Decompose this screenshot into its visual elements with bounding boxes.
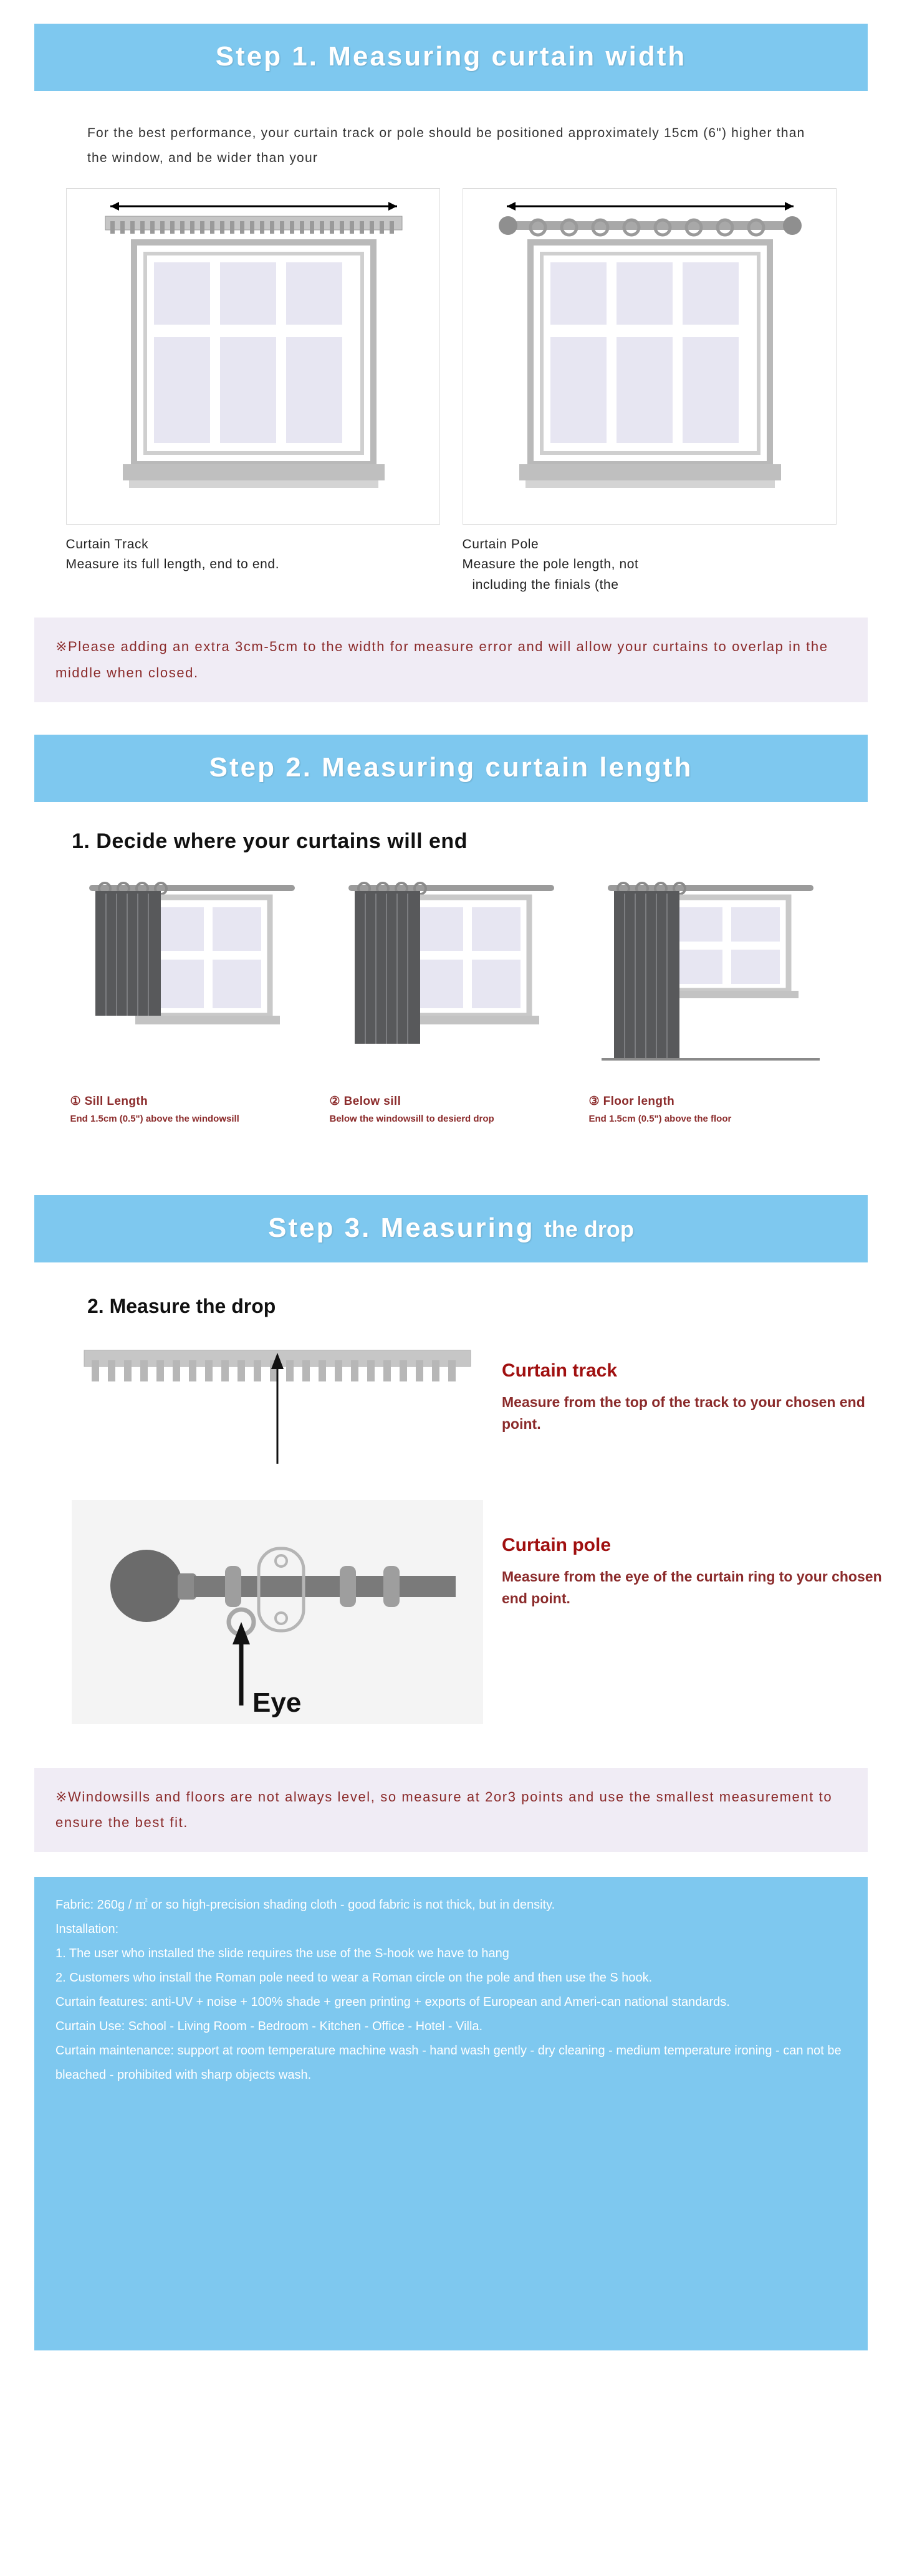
option-sub-sill: End 1.5cm (0.5") above the windowsill [70, 1114, 239, 1125]
curtain-track-title: Curtain track [502, 1360, 618, 1381]
step2-banner: Step 2. Measuring curtain length [34, 735, 868, 802]
notice-level: ※Windowsills and floors are not always level, so measure at 2or3 points and use the smallest measurement to ensure the best fit. [34, 1768, 868, 1853]
pole-measure-block [72, 1500, 902, 1724]
step2-options [0, 872, 902, 1127]
desc-line-7: Curtain maintenance: support at room temperature machine wash - hand wash gently - dry cleaning - medium temperature ironing - can not be bleached - prohibited with sharp objects wash. [55, 2044, 842, 2082]
pole-caption [463, 535, 837, 596]
notice-width: ※Please adding an extra 3cm-5cm to the width for measure error and will allow your curtains to overlap in the middle when closed. [34, 618, 868, 702]
product-description [34, 1877, 868, 2350]
floor-length-illustration [589, 872, 832, 1090]
desc-line-3: 1. The user who installed the slide requires the use of the S-hook we have to hang [55, 1947, 509, 1961]
curtain-track-diagram [66, 188, 440, 525]
option-label-floor: ③ Floor length [588, 1095, 675, 1109]
option-sub-floor: End 1.5cm (0.5") above the floor [588, 1114, 732, 1125]
track-caption-title: Curtain Track [65, 537, 149, 551]
pole-measure-illustration [72, 1500, 483, 1724]
svg-text:Eye: Eye [252, 1687, 302, 1718]
pole-caption-text-2: including the finials (the [472, 577, 619, 592]
desc-line-2: Installation: [55, 1922, 119, 1937]
pole-caption-text-1: Measure the pole length, not [462, 557, 639, 572]
curtain-pole-diagram [463, 188, 837, 525]
desc-line-4: 2. Customers who install the Roman pole need to wear a Roman circle on the pole and then use the S hook. [55, 1971, 653, 1985]
track-caption-text: Measure its full length, end to end. [65, 557, 280, 572]
step1-captions [0, 528, 902, 596]
step2-heading: 1. Decide where your curtains will end [72, 829, 468, 854]
track-window-illustration [67, 189, 441, 525]
curtain-track-body: Measure from the top of the track to your chosen end point. [502, 1393, 865, 1433]
option-sill-length [70, 872, 314, 1127]
track-measure-block [72, 1339, 902, 1476]
pole-measure-text [502, 1500, 902, 1610]
infographic-page [0, 24, 902, 2576]
option-sub-below-sill: Below the windowsill to desierd drop [329, 1114, 494, 1125]
intro-text: For the best performance, your curtain track or pole should be positioned approximately 15cm (6") higher than the window, and be wider than your [87, 126, 805, 165]
step1-banner: Step 1. Measuring curtain width [34, 24, 868, 91]
curtain-pole-body: Measure from the eye of the curtain ring to your chosen end point. [502, 1568, 882, 1607]
step1-diagrams [0, 188, 902, 525]
desc-line-5: Curtain features: anti-UV + noise + 100% shade + green printing + exports of European and Ameri-can national standards. [55, 1995, 730, 2010]
step3-title-small: the drop [544, 1216, 634, 1242]
option-below-sill [330, 872, 573, 1127]
step3-title-main: Step 3. Measuring [268, 1212, 535, 1243]
step3-heading: 2. Measure the drop [87, 1294, 276, 1317]
pole-caption-title: Curtain Pole [462, 537, 539, 551]
track-measure-illustration [72, 1339, 483, 1476]
track-measure-text [502, 1339, 902, 1436]
below-sill-illustration [330, 872, 573, 1090]
step3-banner [34, 1195, 868, 1262]
desc-line-1: Fabric: 260g / ㎡ or so high-precision shading cloth - good fabric is not thick, but in density. [55, 1898, 555, 1912]
desc-line-6: Curtain Use: School - Living Room - Bedroom - Kitchen - Office - Hotel - Villa. [55, 2020, 483, 2034]
track-caption [66, 535, 440, 596]
pole-window-illustration [463, 189, 837, 525]
curtain-pole-title: Curtain pole [502, 1534, 612, 1555]
option-label-sill: ① Sill Length [70, 1095, 148, 1109]
option-label-below-sill: ② Below sill [329, 1095, 401, 1109]
sill-length-illustration [70, 872, 314, 1090]
option-floor-length [589, 872, 832, 1127]
